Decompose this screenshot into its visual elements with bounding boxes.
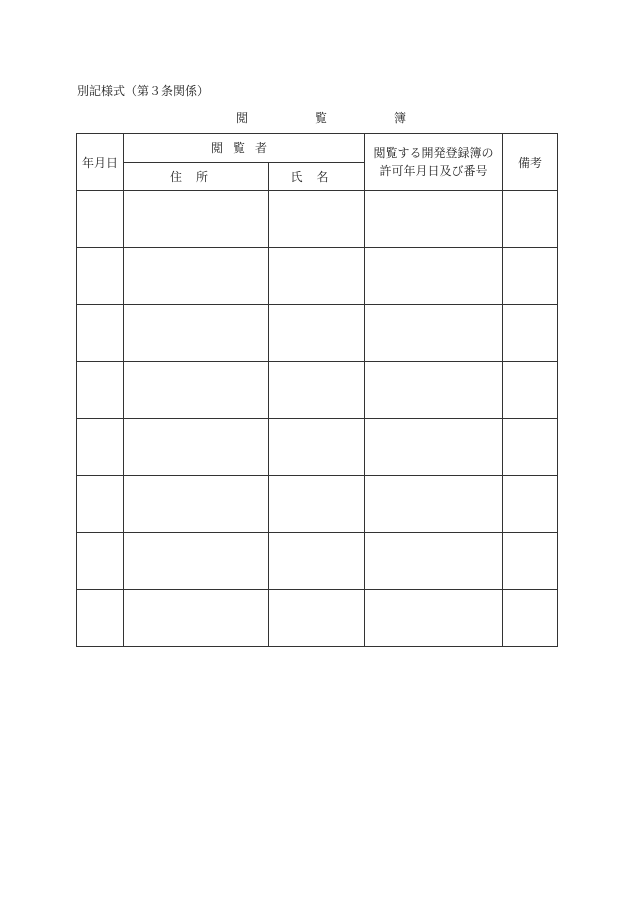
name-cell[interactable] (269, 191, 365, 248)
inspection-register-table (76, 133, 558, 647)
form-reference-note: 別記様式（第３条関係） (77, 84, 210, 98)
permit-cell[interactable] (365, 476, 503, 533)
table-row (77, 476, 558, 533)
register-body (77, 191, 558, 647)
date-cell[interactable] (77, 419, 124, 476)
table-row (77, 362, 558, 419)
name-cell[interactable] (269, 305, 365, 362)
remarks-cell[interactable] (503, 191, 558, 248)
title-char-3: 簿 (393, 111, 406, 125)
header-name: 氏名 (269, 162, 365, 191)
address-cell[interactable] (124, 533, 269, 590)
title-char-1: 閲 (236, 111, 249, 125)
remarks-cell[interactable] (503, 419, 558, 476)
header-permit-line-1: 閲覧する開発登録簿の (373, 146, 494, 160)
remarks-cell[interactable] (503, 248, 558, 305)
table-row (77, 248, 558, 305)
table-row (77, 305, 558, 362)
date-cell[interactable] (77, 476, 124, 533)
date-cell[interactable] (77, 362, 124, 419)
table-row (77, 419, 558, 476)
date-cell[interactable] (77, 191, 124, 248)
name-cell[interactable] (269, 248, 365, 305)
remarks-cell[interactable] (503, 533, 558, 590)
header-permit-date-number (365, 134, 503, 191)
header-permit-line-2: 許可年月日及び番号 (379, 164, 488, 178)
header-address: 住所 (124, 162, 269, 191)
document-title (236, 109, 406, 126)
name-cell[interactable] (269, 419, 365, 476)
address-cell[interactable] (124, 248, 269, 305)
remarks-cell[interactable] (503, 476, 558, 533)
date-cell[interactable] (77, 533, 124, 590)
permit-cell[interactable] (365, 362, 503, 419)
address-cell[interactable] (124, 305, 269, 362)
permit-cell[interactable] (365, 419, 503, 476)
permit-cell[interactable] (365, 248, 503, 305)
name-cell[interactable] (269, 590, 365, 647)
name-cell[interactable] (269, 362, 365, 419)
address-cell[interactable] (124, 362, 269, 419)
table-row (77, 191, 558, 248)
header-date: 年月日 (77, 134, 124, 191)
remarks-cell[interactable] (503, 590, 558, 647)
permit-cell[interactable] (365, 191, 503, 248)
permit-cell[interactable] (365, 533, 503, 590)
remarks-cell[interactable] (503, 305, 558, 362)
permit-cell[interactable] (365, 305, 503, 362)
date-cell[interactable] (77, 590, 124, 647)
table-row (77, 590, 558, 647)
header-remarks: 備考 (503, 134, 558, 191)
name-cell[interactable] (269, 533, 365, 590)
date-cell[interactable] (77, 248, 124, 305)
title-char-2: 覧 (314, 111, 327, 125)
permit-cell[interactable] (365, 590, 503, 647)
table-row (77, 533, 558, 590)
address-cell[interactable] (124, 419, 269, 476)
date-cell[interactable] (77, 305, 124, 362)
remarks-cell[interactable] (503, 362, 558, 419)
address-cell[interactable] (124, 476, 269, 533)
address-cell[interactable] (124, 191, 269, 248)
header-viewer: 閲覧者 (124, 134, 365, 163)
name-cell[interactable] (269, 476, 365, 533)
address-cell[interactable] (124, 590, 269, 647)
